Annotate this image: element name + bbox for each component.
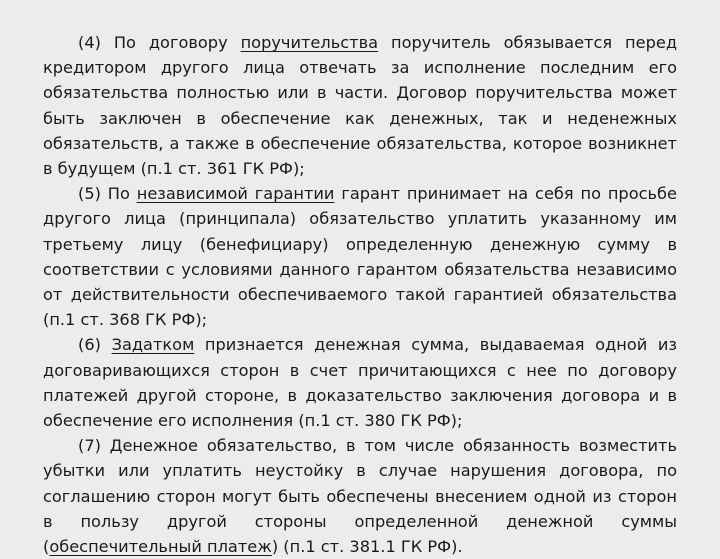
paragraph-suretyship bbox=[43, 30, 677, 181]
paragraph-body: гарант принимает на себя по просьбе другого лица (принципала) обязательство уплатить указанному им третьему лицу (бенефициару) определенную денежную сумму в соответствии с условиями данного гарантом обязательства независимо от действительности обеспечиваемого такой гарантией обязательства (п.1 ст. 368 ГК РФ); bbox=[43, 184, 677, 330]
term-suretyship: поручительства bbox=[240, 33, 379, 52]
paragraph-lead: (4) По договору bbox=[78, 33, 241, 52]
paragraph-security-payment bbox=[43, 433, 677, 559]
term-security-payment: обеспечительный платеж bbox=[49, 537, 272, 557]
term-independent-guarantee: независимой гарантии bbox=[136, 184, 335, 204]
paragraph-body: ) (п.1 ст. 381.1 ГК РФ). bbox=[271, 537, 463, 557]
paragraph-body: поручитель обязывается перед кредитором другого лица отвечать за исполнение последним его обязательства полностью или в части. Договор поручительства может быть заключен в обеспечение как денежных, так и неденежных обязательств, а также в обеспечение обязательства, которое возникнет в будущем (п.1 ст. 361 ГК РФ); bbox=[43, 33, 678, 179]
paragraph-deposit bbox=[43, 332, 677, 433]
paragraph-lead: (7) Денежное обязательство, в том числе обязанность возместить убытки или уплатить неустойку в случае нарушения договора, по соглашению сторон могут быть обеспечены внесением одной из сторон в пользу другой стороны определенной денежной суммы ( bbox=[43, 436, 677, 557]
paragraph-lead: (6) bbox=[78, 335, 112, 355]
paragraph-lead: (5) По bbox=[78, 184, 137, 204]
paragraph-body: признается денежная сумма, выдаваемая одной из договаривающихся сторон в счет причитающихся с нее по договору платежей другой стороне, в доказательство заключения договора и в обеспечение его исполнения (п.1 ст. 380 ГК РФ); bbox=[43, 335, 678, 431]
paragraph-independent-guarantee bbox=[43, 181, 677, 332]
term-deposit: Задатком bbox=[111, 335, 195, 355]
